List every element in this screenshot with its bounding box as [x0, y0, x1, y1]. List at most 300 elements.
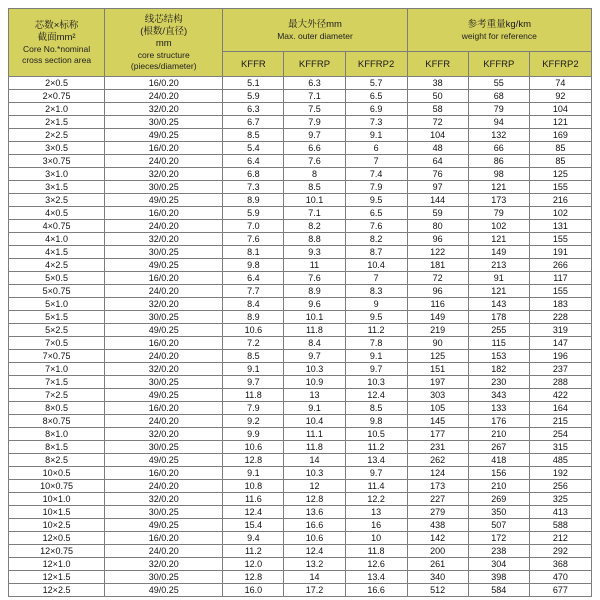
cell-kffr-weight: 97	[407, 181, 468, 194]
cell-core-structure: 49/0.25	[105, 259, 223, 272]
cell-core-spec: 7×1.0	[9, 363, 105, 376]
cell-kffrp2-weight: 588	[529, 519, 591, 532]
cell-core-spec: 2×0.75	[9, 90, 105, 103]
cell-kffrp2-weight: 485	[529, 454, 591, 467]
cell-kffrp2-diameter: 16	[345, 519, 407, 532]
cell-kffrp-diameter: 10.3	[284, 363, 345, 376]
cell-kffrp-weight: 173	[468, 194, 529, 207]
cell-core-structure: 49/0.25	[105, 324, 223, 337]
cell-core-structure: 16/0.20	[105, 402, 223, 415]
cell-core-spec: 5×0.5	[9, 272, 105, 285]
table-row	[9, 324, 592, 337]
cell-kffrp2-weight: 228	[529, 311, 591, 324]
cell-kffr-weight: 96	[407, 233, 468, 246]
cell-kffrp-diameter: 10.1	[284, 194, 345, 207]
cell-kffrp2-diameter: 10.5	[345, 428, 407, 441]
table-row	[9, 389, 592, 402]
cell-core-spec: 3×0.5	[9, 142, 105, 155]
table-row	[9, 441, 592, 454]
cell-core-structure: 32/0.20	[105, 103, 223, 116]
cell-kffr-diameter: 12.4	[223, 506, 284, 519]
cell-kffrp-diameter: 12.4	[284, 545, 345, 558]
cell-core-structure: 24/0.20	[105, 350, 223, 363]
cell-kffrp2-weight: 266	[529, 259, 591, 272]
cell-kffrp2-weight: 125	[529, 168, 591, 181]
cell-kffrp-diameter: 8.2	[284, 220, 345, 233]
cell-kffrp2-diameter: 6.5	[345, 207, 407, 220]
cell-kffrp-weight: 210	[468, 480, 529, 493]
cell-kffrp2-diameter: 8.3	[345, 285, 407, 298]
header-core-structure-zh3: mm	[155, 38, 172, 49]
cell-core-spec: 12×2.5	[9, 584, 105, 597]
cell-kffr-weight: 125	[407, 350, 468, 363]
cell-kffrp2-diameter: 8.7	[345, 246, 407, 259]
cell-kffr-weight: 105	[407, 402, 468, 415]
table-row	[9, 376, 592, 389]
cell-kffrp2-diameter: 9.1	[345, 129, 407, 142]
cell-core-structure: 24/0.20	[105, 155, 223, 168]
cell-kffrp2-weight: 215	[529, 415, 591, 428]
cell-kffrp-diameter: 8.5	[284, 181, 345, 194]
cell-kffrp-diameter: 10.9	[284, 376, 345, 389]
cell-kffr-diameter: 11.2	[223, 545, 284, 558]
cell-kffr-diameter: 10.8	[223, 480, 284, 493]
cell-kffr-weight: 48	[407, 142, 468, 155]
cell-core-structure: 24/0.20	[105, 415, 223, 428]
cell-kffr-diameter: 9.1	[223, 467, 284, 480]
cell-core-structure: 24/0.20	[105, 285, 223, 298]
cell-kffrp2-weight: 256	[529, 480, 591, 493]
cell-kffrp2-diameter: 10.3	[345, 376, 407, 389]
cell-kffr-diameter: 8.9	[223, 194, 284, 207]
cell-kffrp-diameter: 12.8	[284, 493, 345, 506]
cell-kffrp2-diameter: 7	[345, 272, 407, 285]
cell-kffr-weight: 227	[407, 493, 468, 506]
cell-kffrp2-weight: 183	[529, 298, 591, 311]
cell-kffrp-weight: 182	[468, 363, 529, 376]
cell-kffrp-weight: 172	[468, 532, 529, 545]
cell-core-spec: 2×2.5	[9, 129, 105, 142]
header-core-count-en1: Core No.*nominal	[23, 44, 91, 54]
table-row	[9, 129, 592, 142]
cell-core-spec: 8×1.5	[9, 441, 105, 454]
cell-kffrp2-weight: 102	[529, 207, 591, 220]
cell-kffr-weight: 90	[407, 337, 468, 350]
cell-kffr-diameter: 10.6	[223, 324, 284, 337]
cell-kffrp-diameter: 7.1	[284, 90, 345, 103]
table-row	[9, 558, 592, 571]
cell-kffrp-diameter: 16.6	[284, 519, 345, 532]
cell-core-structure: 49/0.25	[105, 389, 223, 402]
cell-kffr-diameter: 9.7	[223, 376, 284, 389]
cell-kffrp-diameter: 9.1	[284, 402, 345, 415]
cell-kffrp-weight: 149	[468, 246, 529, 259]
table-row	[9, 207, 592, 220]
cell-kffrp-weight: 584	[468, 584, 529, 597]
cell-kffr-weight: 50	[407, 90, 468, 103]
cell-kffr-diameter: 6.4	[223, 155, 284, 168]
cell-kffrp-weight: 153	[468, 350, 529, 363]
table-row	[9, 467, 592, 480]
cell-kffr-weight: 38	[407, 77, 468, 90]
table-row	[9, 532, 592, 545]
table-row	[9, 220, 592, 233]
cell-kffrp2-diameter: 7.9	[345, 181, 407, 194]
cell-kffrp-diameter: 11.8	[284, 324, 345, 337]
header-max-outer-diameter-en: Max. outer diameter	[277, 30, 353, 41]
cell-kffrp2-diameter: 7.4	[345, 168, 407, 181]
cell-core-spec: 10×2.5	[9, 519, 105, 532]
cell-kffrp-weight: 213	[468, 259, 529, 272]
cell-kffr-weight: 104	[407, 129, 468, 142]
cell-kffrp-weight: 79	[468, 207, 529, 220]
cell-core-spec: 8×0.5	[9, 402, 105, 415]
table-row	[9, 259, 592, 272]
cell-kffrp-weight: 350	[468, 506, 529, 519]
subheader-kffr-weight: KFFR	[407, 52, 468, 77]
cell-core-structure: 16/0.20	[105, 272, 223, 285]
table-row	[9, 363, 592, 376]
table-row	[9, 116, 592, 129]
header-max-outer-diameter-zh: 最大外径mm	[288, 18, 342, 30]
cell-core-structure: 32/0.20	[105, 558, 223, 571]
cell-kffr-weight: 173	[407, 480, 468, 493]
table-row	[9, 168, 592, 181]
header-core-structure	[105, 9, 223, 77]
table-row	[9, 90, 592, 103]
table-row	[9, 402, 592, 415]
cell-kffrp-weight: 66	[468, 142, 529, 155]
cell-kffrp2-weight: 319	[529, 324, 591, 337]
cell-core-structure: 16/0.20	[105, 467, 223, 480]
cell-kffrp2-diameter: 8.2	[345, 233, 407, 246]
cell-core-spec: 12×0.75	[9, 545, 105, 558]
header-weight-reference	[407, 9, 591, 52]
cell-kffr-diameter: 9.2	[223, 415, 284, 428]
cell-kffrp2-weight: 191	[529, 246, 591, 259]
cell-kffrp2-weight: 677	[529, 584, 591, 597]
header-core-structure-en2: (pieces/diameter)	[130, 60, 197, 71]
table-row	[9, 428, 592, 441]
cell-kffrp-weight: 121	[468, 285, 529, 298]
cell-kffrp2-weight: 237	[529, 363, 591, 376]
table-row	[9, 571, 592, 584]
cell-kffrp-diameter: 10.4	[284, 415, 345, 428]
cell-core-structure: 16/0.20	[105, 77, 223, 90]
table-row	[9, 285, 592, 298]
cell-kffr-diameter: 8.9	[223, 311, 284, 324]
cell-kffr-diameter: 12.8	[223, 571, 284, 584]
table-row	[9, 155, 592, 168]
cell-kffrp2-diameter: 6	[345, 142, 407, 155]
cell-core-spec: 8×2.5	[9, 454, 105, 467]
cell-kffrp-weight: 267	[468, 441, 529, 454]
cell-kffrp2-diameter: 9.7	[345, 467, 407, 480]
subheader-kffrp-diameter: KFFRP	[284, 52, 345, 77]
table-row	[9, 77, 592, 90]
cell-core-structure: 30/0.25	[105, 311, 223, 324]
cell-kffr-diameter: 6.7	[223, 116, 284, 129]
cell-kffr-diameter: 7.0	[223, 220, 284, 233]
cell-kffrp-weight: 507	[468, 519, 529, 532]
cell-core-structure: 32/0.20	[105, 363, 223, 376]
header-core-structure-zh2: (根数/直径)	[140, 26, 188, 37]
cell-kffrp-diameter: 12	[284, 480, 345, 493]
cell-kffr-weight: 96	[407, 285, 468, 298]
cell-kffr-weight: 219	[407, 324, 468, 337]
cell-core-structure: 30/0.25	[105, 441, 223, 454]
cell-kffr-diameter: 11.8	[223, 389, 284, 402]
cell-kffrp2-weight: 92	[529, 90, 591, 103]
cell-kffrp-diameter: 6.6	[284, 142, 345, 155]
cell-kffrp2-weight: 212	[529, 532, 591, 545]
cell-kffrp-diameter: 10.6	[284, 532, 345, 545]
cell-kffr-diameter: 12.0	[223, 558, 284, 571]
cell-kffr-weight: 181	[407, 259, 468, 272]
cell-kffrp-weight: 143	[468, 298, 529, 311]
cell-kffr-weight: 438	[407, 519, 468, 532]
cell-kffrp-weight: 132	[468, 129, 529, 142]
cell-kffrp-diameter: 10.1	[284, 311, 345, 324]
cell-kffrp2-diameter: 7.8	[345, 337, 407, 350]
cell-kffr-diameter: 8.5	[223, 129, 284, 142]
cell-kffr-diameter: 11.6	[223, 493, 284, 506]
cell-core-spec: 12×1.0	[9, 558, 105, 571]
cell-kffrp2-weight: 155	[529, 181, 591, 194]
cell-kffr-weight: 303	[407, 389, 468, 402]
cell-kffr-weight: 64	[407, 155, 468, 168]
table-row	[9, 311, 592, 324]
cell-kffr-weight: 200	[407, 545, 468, 558]
cell-core-structure: 24/0.20	[105, 90, 223, 103]
cell-kffrp-diameter: 9.7	[284, 129, 345, 142]
cell-kffrp2-diameter: 13	[345, 506, 407, 519]
cell-kffrp-diameter: 17.2	[284, 584, 345, 597]
cell-core-spec: 10×1.0	[9, 493, 105, 506]
cell-kffrp2-weight: 155	[529, 233, 591, 246]
cell-kffrp-diameter: 13	[284, 389, 345, 402]
cell-kffr-weight: 144	[407, 194, 468, 207]
cell-kffrp2-weight: 85	[529, 142, 591, 155]
cell-core-spec: 3×1.5	[9, 181, 105, 194]
cell-kffrp2-diameter: 9.8	[345, 415, 407, 428]
cell-kffrp-diameter: 9.7	[284, 350, 345, 363]
cell-kffrp2-diameter: 11.8	[345, 545, 407, 558]
cell-kffr-weight: 76	[407, 168, 468, 181]
cell-kffrp-weight: 91	[468, 272, 529, 285]
table-row	[9, 194, 592, 207]
table-body	[9, 77, 592, 597]
cell-kffr-weight: 72	[407, 116, 468, 129]
cell-core-structure: 49/0.25	[105, 584, 223, 597]
table-row	[9, 454, 592, 467]
cell-kffrp2-weight: 169	[529, 129, 591, 142]
cell-kffr-weight: 177	[407, 428, 468, 441]
cell-kffrp-diameter: 11.1	[284, 428, 345, 441]
table-row	[9, 493, 592, 506]
cell-kffr-weight: 262	[407, 454, 468, 467]
cell-kffrp2-diameter: 16.6	[345, 584, 407, 597]
table-row	[9, 519, 592, 532]
cell-kffr-weight: 59	[407, 207, 468, 220]
header-core-structure-zh1: 线芯结构	[144, 14, 183, 25]
table-row	[9, 272, 592, 285]
cell-kffrp-weight: 79	[468, 103, 529, 116]
cell-core-spec: 2×0.5	[9, 77, 105, 90]
table-header	[9, 9, 592, 77]
cell-core-structure: 32/0.20	[105, 233, 223, 246]
cell-kffrp2-diameter: 9.1	[345, 350, 407, 363]
cell-kffrp-diameter: 8.9	[284, 285, 345, 298]
header-weight-reference-zh: 参考重量kg/km	[467, 18, 531, 30]
cell-core-spec: 7×0.5	[9, 337, 105, 350]
cell-kffrp-diameter: 8.8	[284, 233, 345, 246]
cell-core-spec: 3×1.0	[9, 168, 105, 181]
cell-kffrp-weight: 98	[468, 168, 529, 181]
cell-core-spec: 2×1.0	[9, 103, 105, 116]
header-core-count-en2: cross section area	[22, 54, 92, 65]
cell-kffrp-weight: 86	[468, 155, 529, 168]
cell-core-structure: 30/0.25	[105, 181, 223, 194]
cell-kffrp2-diameter: 12.4	[345, 389, 407, 402]
cell-kffrp-diameter: 14	[284, 454, 345, 467]
cell-kffrp2-weight: 155	[529, 285, 591, 298]
cell-kffrp2-weight: 147	[529, 337, 591, 350]
cell-kffr-diameter: 5.9	[223, 207, 284, 220]
cell-kffrp-weight: 68	[468, 90, 529, 103]
cell-kffrp-weight: 269	[468, 493, 529, 506]
cell-kffrp2-weight: 85	[529, 155, 591, 168]
table-row	[9, 233, 592, 246]
cell-core-spec: 5×1.5	[9, 311, 105, 324]
cell-kffrp2-diameter: 12.2	[345, 493, 407, 506]
cell-core-structure: 32/0.20	[105, 493, 223, 506]
cell-kffrp2-weight: 131	[529, 220, 591, 233]
cell-core-structure: 16/0.20	[105, 337, 223, 350]
cell-kffr-diameter: 9.8	[223, 259, 284, 272]
cell-core-structure: 49/0.25	[105, 454, 223, 467]
cell-kffr-diameter: 9.1	[223, 363, 284, 376]
cell-kffrp-weight: 398	[468, 571, 529, 584]
cell-kffrp2-weight: 413	[529, 506, 591, 519]
table-row	[9, 246, 592, 259]
cell-kffr-diameter: 5.4	[223, 142, 284, 155]
cell-kffrp-weight: 176	[468, 415, 529, 428]
cell-kffrp2-weight: 164	[529, 402, 591, 415]
cell-core-spec: 10×0.5	[9, 467, 105, 480]
cell-kffrp-weight: 238	[468, 545, 529, 558]
cell-kffrp-diameter: 7.1	[284, 207, 345, 220]
cable-spec-table	[8, 8, 592, 597]
header-core-count	[9, 9, 105, 77]
cell-core-spec: 5×2.5	[9, 324, 105, 337]
cell-kffrp-diameter: 7.6	[284, 272, 345, 285]
cell-kffrp2-diameter: 9.5	[345, 311, 407, 324]
cell-kffrp2-weight: 325	[529, 493, 591, 506]
cell-kffrp2-weight: 121	[529, 116, 591, 129]
table-row	[9, 506, 592, 519]
cell-kffrp-diameter: 7.5	[284, 103, 345, 116]
cell-kffr-weight: 149	[407, 311, 468, 324]
cell-core-structure: 32/0.20	[105, 168, 223, 181]
cell-core-spec: 3×2.5	[9, 194, 105, 207]
cell-kffrp2-diameter: 11.2	[345, 441, 407, 454]
cell-kffr-diameter: 15.4	[223, 519, 284, 532]
cell-kffr-weight: 279	[407, 506, 468, 519]
cell-core-structure: 16/0.20	[105, 532, 223, 545]
cell-core-spec: 5×0.75	[9, 285, 105, 298]
cell-kffr-weight: 72	[407, 272, 468, 285]
cell-kffrp-diameter: 6.3	[284, 77, 345, 90]
cell-kffrp2-diameter: 12.6	[345, 558, 407, 571]
cell-kffrp2-weight: 216	[529, 194, 591, 207]
cell-core-structure: 30/0.25	[105, 116, 223, 129]
cell-kffr-diameter: 6.4	[223, 272, 284, 285]
cell-core-spec: 7×1.5	[9, 376, 105, 389]
cell-kffr-weight: 231	[407, 441, 468, 454]
cell-kffrp2-weight: 368	[529, 558, 591, 571]
cell-kffr-weight: 512	[407, 584, 468, 597]
cell-kffrp2-diameter: 10	[345, 532, 407, 545]
cell-kffr-weight: 124	[407, 467, 468, 480]
subheader-kffr-diameter: KFFR	[223, 52, 284, 77]
cell-kffrp2-diameter: 11.4	[345, 480, 407, 493]
cell-kffr-diameter: 10.6	[223, 441, 284, 454]
cell-kffr-diameter: 8.5	[223, 350, 284, 363]
cell-core-spec: 5×1.0	[9, 298, 105, 311]
cell-kffrp-weight: 102	[468, 220, 529, 233]
cell-kffrp-weight: 343	[468, 389, 529, 402]
cell-kffr-diameter: 7.6	[223, 233, 284, 246]
cell-kffrp2-weight: 470	[529, 571, 591, 584]
cell-kffrp-diameter: 7.9	[284, 116, 345, 129]
cell-kffrp-weight: 230	[468, 376, 529, 389]
table-row	[9, 480, 592, 493]
cell-kffr-diameter: 5.9	[223, 90, 284, 103]
cell-kffrp2-diameter: 6.5	[345, 90, 407, 103]
cell-kffrp2-diameter: 7.3	[345, 116, 407, 129]
cell-core-spec: 3×0.75	[9, 155, 105, 168]
cell-core-structure: 30/0.25	[105, 506, 223, 519]
cell-kffrp-weight: 121	[468, 233, 529, 246]
cell-core-spec: 12×0.5	[9, 532, 105, 545]
cell-kffrp2-weight: 288	[529, 376, 591, 389]
cell-kffr-weight: 340	[407, 571, 468, 584]
table-row	[9, 545, 592, 558]
cell-kffrp2-diameter: 5.7	[345, 77, 407, 90]
cell-kffr-diameter: 7.9	[223, 402, 284, 415]
cell-kffrp2-weight: 315	[529, 441, 591, 454]
cell-core-structure: 32/0.20	[105, 298, 223, 311]
cell-kffrp-diameter: 11.8	[284, 441, 345, 454]
cell-kffr-diameter: 16.0	[223, 584, 284, 597]
cell-kffrp-diameter: 9.6	[284, 298, 345, 311]
cell-kffrp2-diameter: 7	[345, 155, 407, 168]
cell-core-spec: 4×1.0	[9, 233, 105, 246]
cell-kffrp-weight: 210	[468, 428, 529, 441]
cell-kffrp-weight: 178	[468, 311, 529, 324]
cell-kffr-weight: 58	[407, 103, 468, 116]
cell-core-structure: 24/0.20	[105, 545, 223, 558]
cell-kffrp2-weight: 74	[529, 77, 591, 90]
subheader-kffrp2-weight: KFFRP2	[529, 52, 591, 77]
cell-kffrp2-weight: 192	[529, 467, 591, 480]
cell-kffrp2-weight: 422	[529, 389, 591, 402]
table-row	[9, 337, 592, 350]
table-row	[9, 584, 592, 597]
cell-core-structure: 24/0.20	[105, 220, 223, 233]
cell-kffrp-diameter: 14	[284, 571, 345, 584]
